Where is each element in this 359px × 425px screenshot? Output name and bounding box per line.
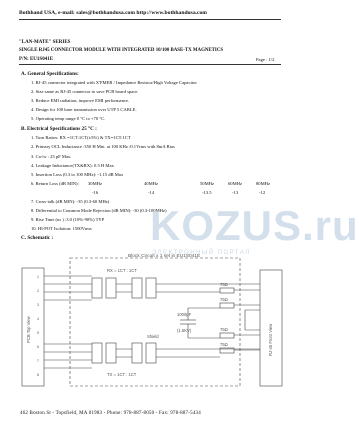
rx-transformer-primary — [92, 278, 102, 298]
general-item: 3. Reduce EMI radiation, improve EMI performance. — [31, 98, 130, 103]
part-number: P/N: EU1S041E — [19, 57, 54, 62]
pcb-pin-number: 2 — [37, 289, 39, 293]
shield-label: Shield — [147, 334, 159, 339]
series-label: "LAN-MATE" SERIES — [19, 40, 71, 45]
rx-choke-b — [146, 278, 156, 298]
tx-choke-a — [132, 343, 142, 363]
rl-value: -13 — [232, 190, 239, 195]
rl-freq: 40MHz — [144, 181, 159, 186]
resistor-label-2: 75Ω — [220, 297, 228, 302]
watermark — [150, 202, 359, 256]
page-number: Page : 1/2 — [256, 57, 275, 62]
general-item: 1. RJ-45 connector integrated with X'FMER / Impedance Resistor/High Voltage Capacitor — [31, 80, 197, 85]
resistor-2 — [220, 303, 234, 308]
resistor-label-4: 75Ω — [220, 342, 228, 347]
general-heading: A. General Specifications: — [21, 71, 79, 77]
module-outline — [70, 258, 240, 386]
schematic-diagram — [20, 248, 288, 401]
general-item: 5. Operating temp range 0 °C to +70 °C. — [31, 116, 106, 121]
rl-value: -16 — [92, 190, 99, 195]
electrical-item: 8. Differential to Common Mode Rejection (dB MIN): -30 (0.3-100MHz) — [31, 208, 167, 213]
watermark-subtitle: ЭЛЕКТРОННЫЙ ПОРТАЛ — [152, 250, 251, 256]
resistor-label-1: 75Ω — [220, 282, 228, 287]
electrical-heading: B. Electrical Specifications 25 °C : — [21, 126, 97, 132]
pcb-top-view-label: PCB Top View — [26, 316, 31, 343]
schematic-title: Block Circuit x 1 set in EU1S041E — [128, 254, 201, 259]
electrical-item: 7. Cross-talk (dB MIN): -35 (0.3-60 MHz) — [31, 199, 110, 204]
general-item: 2. Size same as RJ-45 connector to save PCB board space. — [31, 89, 139, 94]
rl-freq: 60MHz — [228, 181, 243, 186]
tx-choke-b — [146, 343, 156, 363]
electrical-item: 9. Rise Time (ns ) :3.0 (10%-90%) TYP — [31, 217, 105, 222]
electrical-item: 10. HI-POT Isolation: 1500Vrms — [31, 226, 92, 231]
electrical-item: 3. Cw/w : 25 pF Max. — [31, 154, 72, 159]
tx-transformer-primary — [92, 343, 102, 363]
rl-freq: 30MHz — [88, 181, 103, 186]
watermark-logo: KOZUS.ru — [150, 202, 359, 249]
tx-transformer-secondary — [106, 343, 116, 363]
rx-transformer-secondary — [106, 278, 116, 298]
pcb-pin-number: 4 — [37, 317, 39, 321]
pcb-pin-number: 1 — [37, 275, 39, 279]
cap-label: 1000pF — [177, 312, 192, 317]
header-rule — [19, 19, 281, 20]
resistor-1 — [220, 288, 234, 293]
pcb-pin-number: 3 — [37, 303, 39, 307]
resistor-label-3: 75Ω — [220, 327, 228, 332]
pcb-pin-number: 5 — [37, 331, 39, 335]
rx-ratio-label: RX = 1CT : 1CT — [107, 268, 137, 273]
rl-value: -13.5 — [202, 190, 212, 195]
electrical-item: 6. Return Loss (dB MIN): — [31, 181, 79, 186]
pcb-pin-number: 8 — [37, 373, 39, 377]
product-title: SINGLE RJ45 CONNECTOR MODULE WITH INTEGRATED 10/100 BASE-TX MAGNETICS — [19, 48, 224, 53]
general-item: 4. Design for 100 base transmission over UTP 5 CABLE. — [31, 107, 137, 112]
electrical-item: 4. Leakage Inductance(TX&RX): 0.5 H Max. — [31, 163, 115, 168]
contact-header: Bothhand USA, e-mail: sales@bothhandusa.com http://www.bothhandusa.com — [19, 10, 207, 16]
rl-freq: 80MHz — [256, 181, 271, 186]
schematic-heading: C. Schematic : — [21, 235, 54, 241]
rx-choke-a — [132, 278, 142, 298]
pcb-pin-number: 7 — [37, 359, 39, 363]
rl-value: -12 — [259, 190, 266, 195]
address-footer: 462 Boston St - Topsfield, MA 01983 - Phone: 978-887-8050 - Fax: 978-887-5434 — [20, 411, 201, 416]
rl-freq: 50MHz — [200, 181, 215, 186]
electrical-item: 1. Turn Ratios: RX =1CT:1CT(±5%) & TX=1CT:1CT — [31, 135, 131, 140]
rl-value: -14 — [148, 190, 155, 195]
tx-ratio-label: TX = 1CT : 1CT — [107, 372, 137, 377]
title-rule — [19, 64, 281, 65]
resistor-3 — [220, 333, 234, 338]
kv-label: (1.5KV) — [177, 328, 192, 333]
electrical-item: 5. Insertion Loss (0.3 to 100 MHz): -1.15 dB Max — [31, 172, 124, 177]
pcb-pin-number: 6 — [37, 345, 39, 349]
rj45-front-view-label: RJ-45 Front View — [268, 323, 273, 356]
electrical-item: 2. Primary OCL Inductance :350 H Min. at 100 KHz /0.1Vrms with 8mA Bias — [31, 144, 175, 149]
